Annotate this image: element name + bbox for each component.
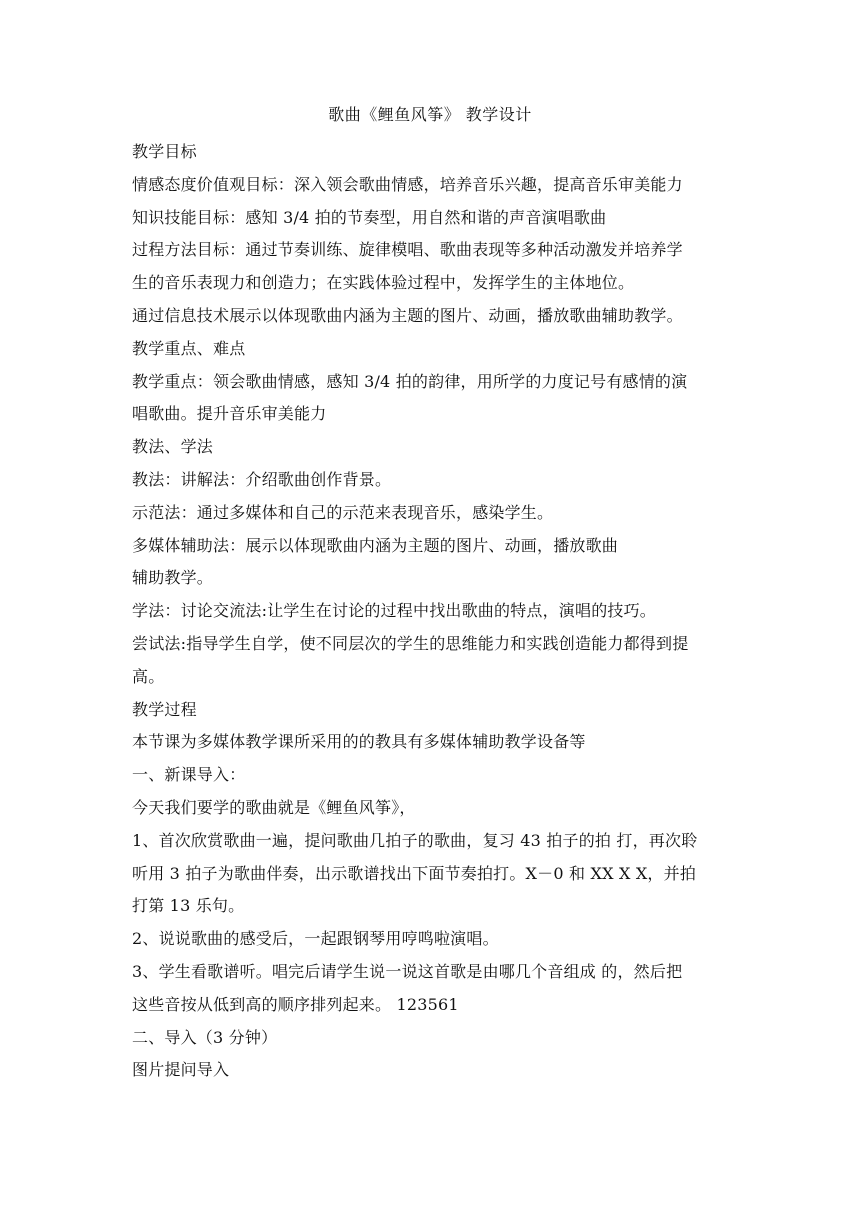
section-heading-key-points: 教学重点、难点 (132, 338, 246, 358)
paragraph-line: 2、说说歌曲的感受后，一起跟钢琴用哼鸣啦演唱。 (132, 929, 499, 949)
paragraph-line: 打第 13 乐句。 (132, 896, 245, 916)
paragraph-line: 示范法：通过多媒体和自己的示范来表现音乐，感染学生。 (132, 502, 554, 522)
document-title: 歌曲《鲤鱼风筝》 教学设计 (328, 105, 532, 124)
paragraph-line: 3、学生看歌谱听。唱完后请学生说一说这首歌是由哪几个音组成 的，然后把 (132, 961, 683, 981)
paragraph-line: 通过信息技术展示以体现歌曲内涵为主题的图片、动画，播放歌曲辅助教学。 (132, 305, 683, 325)
paragraph-line: 1、首次欣赏歌曲一遍，提问歌曲几拍子的歌曲，复习 43 拍子的拍 打，再次聆 (132, 830, 698, 850)
paragraph-line: 过程方法目标：通过节奏训练、旋律模唱、歌曲表现等多种活动激发并培养学 (132, 240, 683, 260)
paragraph-line: 多媒体辅助法：展示以体现歌曲内涵为主题的图片、动画，播放歌曲 (132, 535, 619, 555)
document-body (132, 136, 732, 1087)
paragraph-line: 教学重点：领会歌曲情感，感知 3/4 拍的韵律，用所学的力度记号有感情的演 (132, 371, 688, 391)
paragraph-line: 生的音乐表现力和创造力；在实践体验过程中，发挥学生的主体地位。 (132, 273, 635, 293)
paragraph-line: 今天我们要学的歌曲就是《鲤鱼风筝》， (132, 797, 416, 817)
paragraph-line: 听用 3 拍子为歌曲伴奏，出示歌谱找出下面节奏拍打。X－0 和 XX X X，并拍 (132, 863, 697, 883)
paragraph-line: 尝试法:指导学生自学，使不同层次的学生的思维能力和实践创造能力都得到提 (132, 633, 689, 653)
paragraph-line: 知识技能目标：感知 3/4 拍的节奏型，用自然和谐的声音演唱歌曲 (132, 207, 607, 227)
paragraph-line: 高。 (132, 666, 165, 686)
section-heading-process: 教学过程 (132, 699, 197, 719)
paragraph-line: 唱歌曲。提升音乐审美能力 (132, 404, 327, 424)
paragraph-line: 本节课为多媒体教学课所采用的的教具有多媒体辅助教学设备等 (132, 732, 586, 752)
section-heading-methods: 教法、学法 (132, 437, 214, 457)
subsection-heading-lead-in: 二、导入（3 分钟） (132, 1027, 278, 1047)
paragraph-line: 学法：讨论交流法:让学生在讨论的过程中找出歌曲的特点，演唱的技巧。 (132, 601, 656, 621)
subsection-heading-intro: 一、新课导入： (132, 765, 246, 785)
paragraph-line: 教法：讲解法：介绍歌曲创作背景。 (132, 469, 392, 489)
paragraph-line: 辅助教学。 (132, 568, 214, 588)
section-heading-objectives: 教学目标 (132, 142, 197, 161)
paragraph-line: 这些音按从低到高的顺序排列起来。 123561 (132, 994, 459, 1014)
paragraph-line: 图片提问导入 (132, 1060, 230, 1080)
paragraph-line: 情感态度价值观目标：深入领会歌曲情感，培养音乐兴趣，提高音乐审美能力 (132, 174, 683, 194)
